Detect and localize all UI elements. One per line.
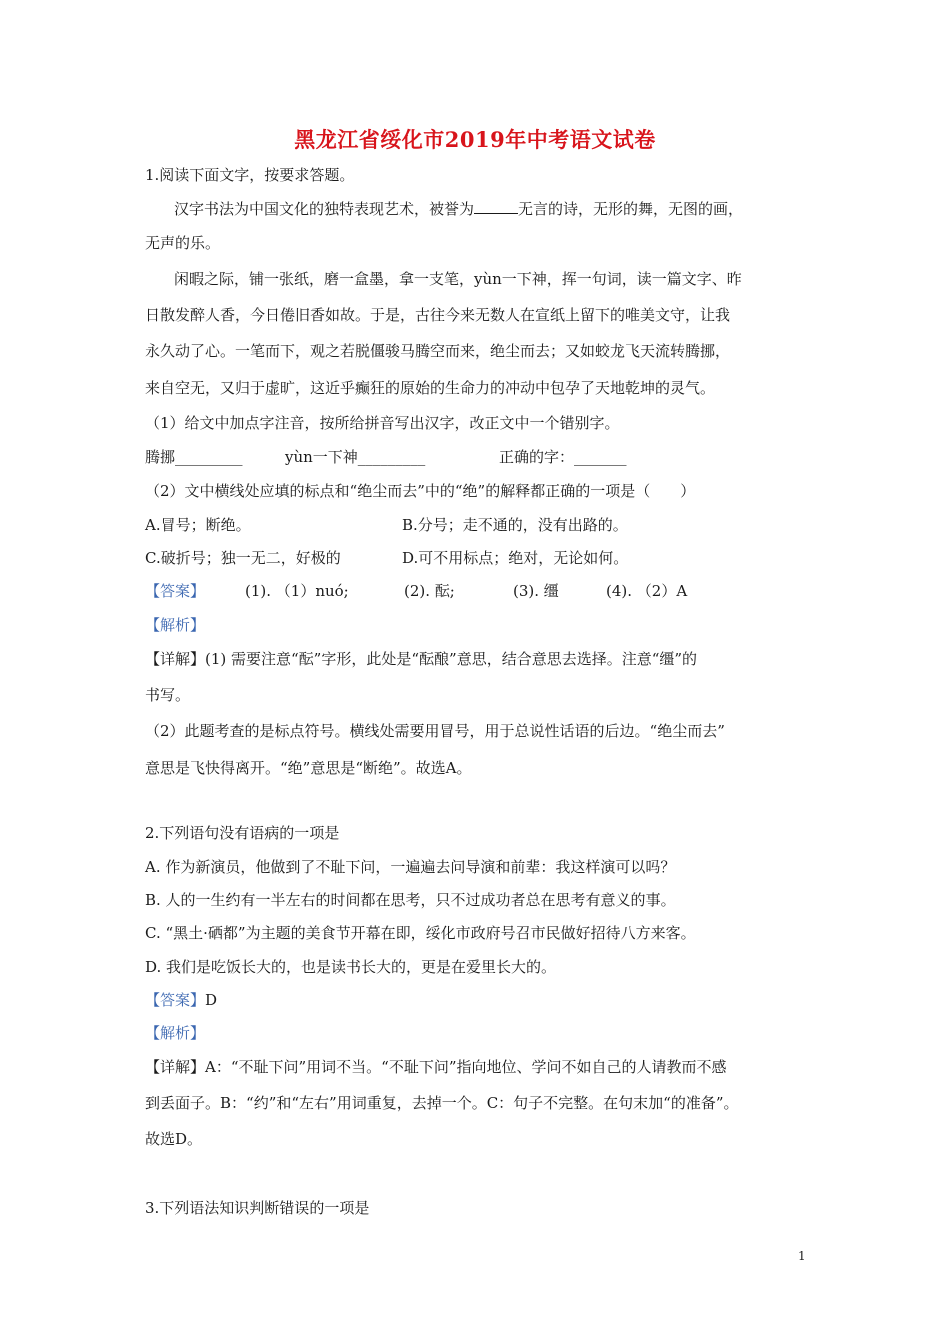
q1-option-a: A.冒号；断绝。 — [145, 516, 251, 534]
q2-stem: 2.下列语句没有语病的一项是 — [145, 824, 340, 842]
q1-para1-text-b: 无言的诗，无形的舞，无图的画， — [518, 200, 744, 218]
q1-para2-line1: 闲暇之际，铺一张纸，磨一盒墨，拿一支笔，yùn一下神，挥一句词，读一篇文字、昨 — [174, 270, 742, 288]
q2-option-b: B. 人的一生约有一半左右的时间都在思考，只不过成功者总在思考有意义的事。 — [145, 891, 676, 909]
q1-detail-line1: 【详解】(1) 需要注意“酝”字形，此处是“酝酿”意思，结合意思去选择。注意“缰”的 — [145, 650, 698, 668]
q2-option-c: C. “黑土·硒都”为主题的美食节开幕在即，绥化市政府号召市民做好招待八方来客。 — [145, 924, 696, 942]
q1-sub1: （1）给文中加点字注音，按所给拼音写出汉字，改正文中一个错别字。 — [145, 414, 620, 432]
q3-stem: 3.下列语法知识判断错误的一项是 — [145, 1199, 370, 1217]
q2-option-d: D. 我们是吃饭长大的，也是读书长大的，更是在爱里长大的。 — [145, 958, 557, 976]
q2-option-a: A. 作为新演员，他做到了不耻下问，一遍遍去问导演和前辈：我这样演可以吗？ — [145, 858, 676, 876]
q1-option-d: D.可不用标点；绝对，无论如何。 — [402, 549, 629, 567]
q1-answer-3: (3). 缰 — [513, 582, 559, 600]
q1-para2-line3: 永久动了心。一笔而下，观之若脱僵骏马腾空而来，绝尘而去；又如蛟龙飞天流转腾挪， — [145, 342, 731, 360]
q1-para1-line2: 无声的乐。 — [145, 234, 221, 252]
q1-para1-line1 — [174, 198, 743, 219]
fill-yun: yùn一下神_________ — [285, 448, 426, 466]
q1-para2-line4: 来自空无，又归于虚旷，这近乎癫狂的原始的生命力的冲动中包孕了天地乾坤的灵气。 — [145, 379, 716, 397]
q2-analysis-tag: 【解析】 — [145, 1024, 206, 1042]
q2-detail-line3: 故选D。 — [145, 1130, 203, 1148]
q1-detail-line4: 意思是飞快得离开。“绝”意思是“断绝”。故选A。 — [145, 759, 472, 777]
fill-correct-char: 正确的字：_______ — [499, 448, 627, 466]
q1-answer-4: (4). （2）A — [606, 582, 688, 600]
q1-option-b: B.分号；走不通的，没有出路的。 — [402, 516, 628, 534]
page-title: 黑龙江省绥化市2019年中考语文试卷 — [294, 127, 656, 152]
q1-para2-line2: 日散发醉人香，今日倦旧香如故。于是，古往今来无数人在宣纸上留下的唯美文守，让我 — [145, 306, 731, 324]
q2-detail-line1: 【详解】A：“不耻下问”用词不当。“不耻下问”指向地位、学问不如自己的人请教而不感 — [145, 1058, 727, 1076]
page-number: 1 — [798, 1249, 806, 1263]
q1-analysis-tag: 【解析】 — [145, 616, 206, 634]
q1-answer-2: (2). 酝; — [404, 582, 455, 600]
q2-answer-tag: 【答案】 — [145, 991, 206, 1009]
q2-answer-line — [145, 989, 217, 1010]
q1-option-c: C.破折号；独一无二，好极的 — [145, 549, 341, 567]
q1-answer-tag: 【答案】 — [145, 582, 206, 600]
q2-detail-line2: 到丢面子。B：“约”和“左右”用词重复，去掉一个。C：句子不完整。在句末加“的准备”。 — [145, 1094, 739, 1112]
q1-sub2: （2）文中横线处应填的标点和“绝尘而去”中的“绝”的解释都正确的一项是（ ） — [145, 482, 696, 500]
q1-detail-line3: （2）此题考查的是标点符号。横线处需要用冒号，用于总说性话语的后边。“绝尘而去” — [145, 722, 725, 740]
q1-answer-1: (1). （1）nuó; — [245, 582, 349, 600]
fill-blank-line — [474, 199, 518, 214]
q2-answer-value: D — [205, 991, 218, 1009]
q1-stem: 1.阅读下面文字，按要求答题。 — [145, 166, 355, 184]
q1-detail-line2: 书写。 — [145, 686, 191, 704]
q1-para1-text-a: 汉字书法为中国文化的独特表现艺术，被誉为 — [174, 200, 475, 218]
fill-tengnuo: 腾挪_________ — [145, 448, 243, 466]
